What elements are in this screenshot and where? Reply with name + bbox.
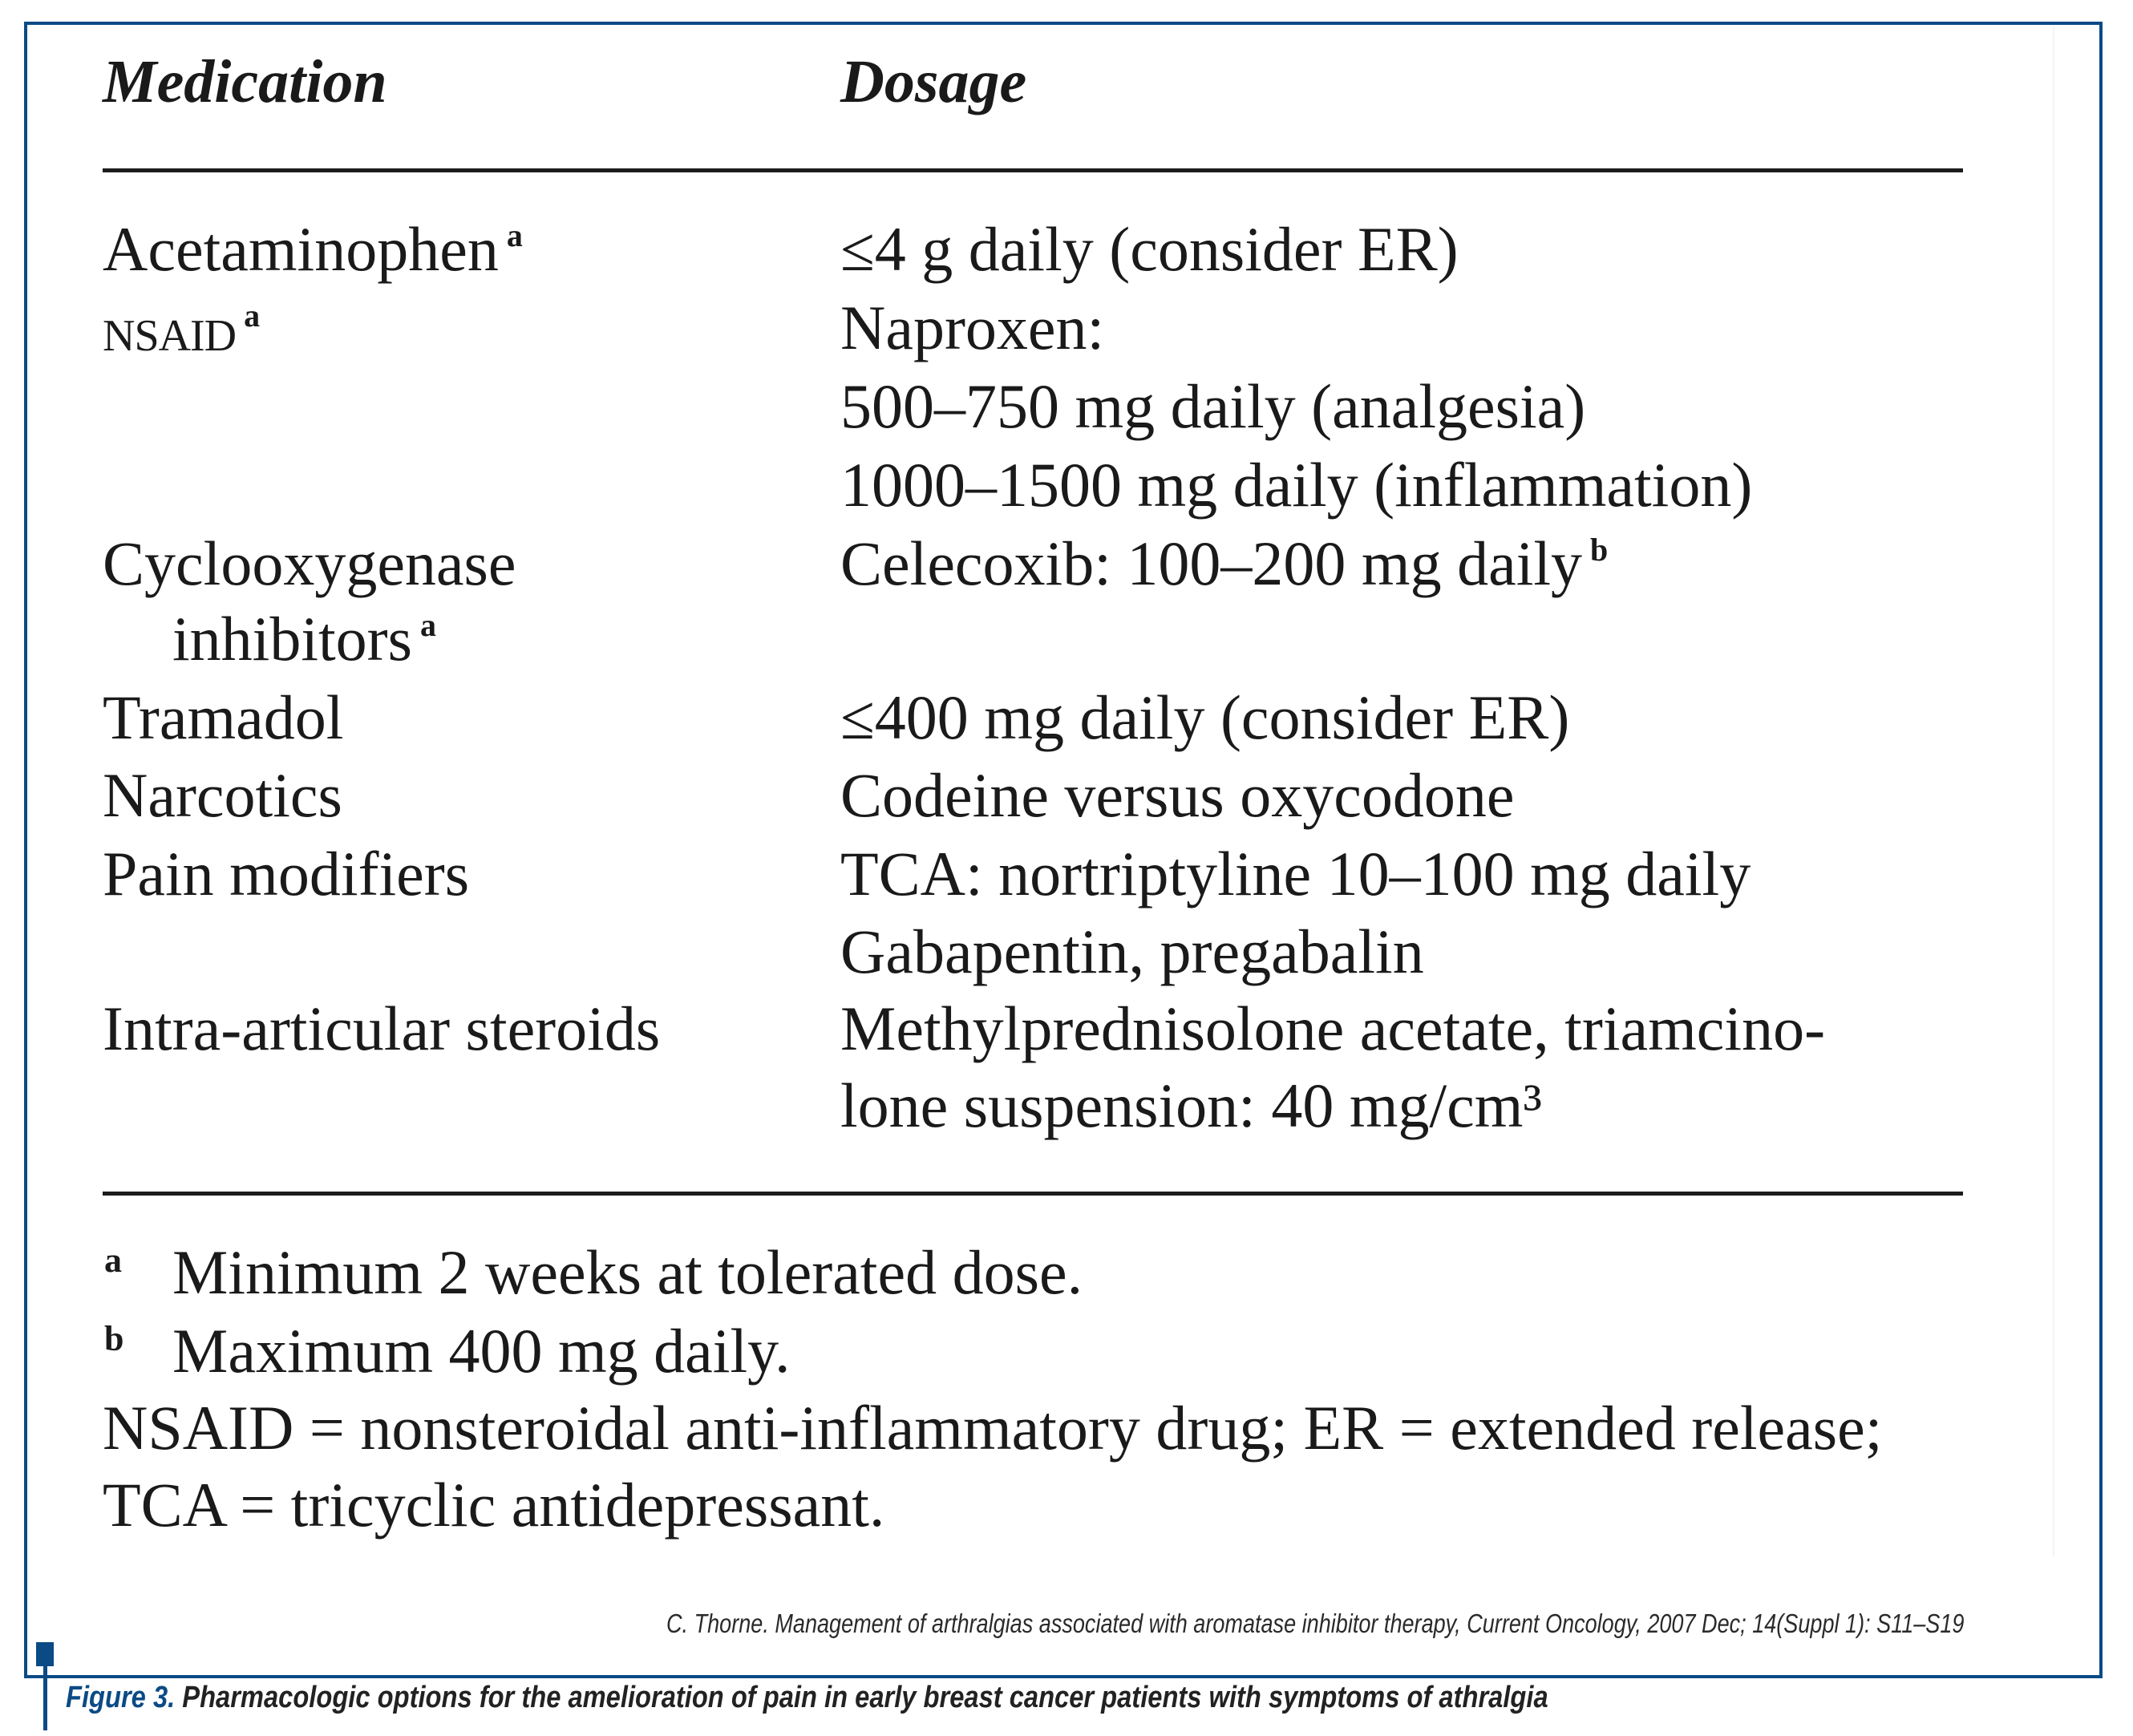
footnote-ref-a: a (420, 607, 437, 643)
medication-cox-line2 (172, 604, 437, 674)
dosage-acetaminophen: ≤4 g daily (consider ER) (840, 214, 1459, 284)
dosage-pain-modifiers-line1: TCA: nortriptyline 10–100 mg daily (840, 839, 1751, 908)
medication-nsaid (103, 298, 260, 361)
medication-narcotics: Narcotics (103, 760, 342, 830)
dosage-nsaid-line1: Naproxen: (840, 293, 1105, 362)
column-header-dosage: Dosage (840, 48, 1027, 115)
dosage-steroids-line2: lone suspension: 40 mg/cm³ (840, 1070, 1542, 1140)
abbreviations-line2: TCA = tricyclic antidepressant. (103, 1470, 885, 1540)
abbreviations-line1: NSAID = nonsteroidal anti-inflammatory drug; ER = extended release; (103, 1393, 1883, 1463)
caption-marker-line (43, 1660, 47, 1730)
dosage-cox (840, 528, 1609, 598)
footnote-mark-b: b (104, 1319, 124, 1358)
dosage-narcotics: Codeine versus oxycodone (840, 760, 1515, 830)
dosage-tramadol: ≤400 mg daily (consider ER) (840, 682, 1570, 752)
footnote-mark-a: a (104, 1240, 122, 1280)
medication-pain-modifiers: Pain modifiers (103, 839, 470, 908)
footnote-ref-b: b (1590, 532, 1609, 568)
medication-cox-line1: Cyclooxygenase (103, 528, 516, 598)
dosage-pain-modifiers-line2: Gabapentin, pregabalin (840, 917, 1424, 986)
medication-acetaminophen (103, 214, 523, 284)
medication-name: Acetaminophen (103, 214, 499, 284)
figure-caption-text: Pharmacologic options for the amelioration of pain in early breast cancer patients with symptoms of athralgia (175, 1681, 1548, 1714)
medication-steroids: Intra-articular steroids (103, 993, 661, 1063)
source-citation: C. Thorne. Management of arthralgias associated with aromatase inhibitor therapy, Current Oncology, 2007 Dec; 14(Suppl 1): S11–S19 (666, 1609, 1965, 1638)
figure-label: Figure 3. (66, 1681, 176, 1714)
footnote-ref-a: a (506, 217, 523, 253)
column-header-medication: Medication (103, 48, 387, 115)
dosage-nsaid-line2: 500–750 mg daily (analgesia) (840, 371, 1586, 441)
footnote-a-text: Minimum 2 weeks at tolerated dose. (172, 1237, 1083, 1307)
medication-tramadol: Tramadol (103, 682, 344, 752)
footnote-ref-a: a (244, 297, 261, 334)
figure-caption (66, 1681, 1548, 1715)
dosage-nsaid-line3: 1000–1500 mg daily (inflammation) (840, 450, 1753, 520)
header-rule (103, 168, 1963, 172)
dosage-text: Celecoxib: 100–200 mg daily (840, 528, 1583, 598)
footnote-b-text: Maximum 400 mg daily. (172, 1316, 791, 1386)
scan-artifact-line (2053, 25, 2054, 1556)
medication-name: inhibitors (172, 604, 413, 674)
dosage-steroids-line1: Methylprednisolone acetate, triamcino- (840, 993, 1826, 1063)
medication-name: NSAID (103, 311, 237, 361)
table-bottom-rule (103, 1192, 1963, 1196)
